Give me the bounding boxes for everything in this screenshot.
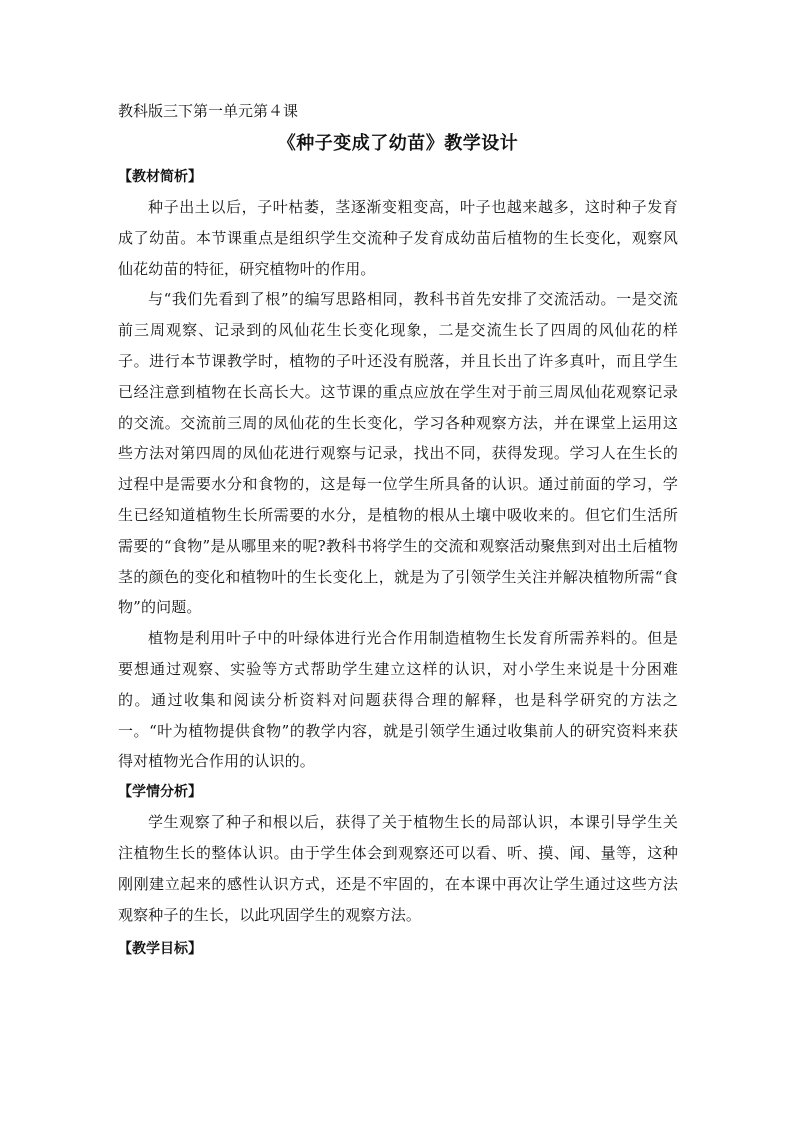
section-heading: 【教学目标】: [118, 941, 202, 958]
paragraph: 与“我们先看到了根”的编写思路相同，教科书首先安排了交流活动。一是交流前三周观察、记录到的风仙花生长变化现象，二是交流生长了四周的风仙花的样子。进行本节课教学时，植物的子叶还没有脱落，并且长出了许多真叶，而且学生已经注意到植物在长高长大。这节课的重点应放在学生对于前三周凤仙花观察记录的交流。交流前三周的凤仙花的生长变化，学习各种观察方法，并在课堂上运用这些方法对第四周的凤仙花进行观察与记录，找出不同，获得发现。学习人在生长的过程中是需要水分和食物的，这是每一位学生所具备的认识。通过前面的学习，学生已经知道植物生长所需要的水分，是植物的根从土壤中吸收来的。但它们生活所需要的“食物”是从哪里来的呢?教科书将学生的交流和观察活动聚焦到对出土后植物茎的颜色的变化和植物叶的生长变化上，就是为了引领学生关注并解决植物所需“食物”的问题。: [118, 290, 678, 617]
section-teaching-objectives: [118, 934, 678, 964]
paragraph: 种子出土以后，子叶枯萎，茎逐渐变粗变高，叶子也越来越多，这时种子发育成了幼苗。本节课重点是组织学生交流种子发育成幼苗后植物的生长变化，观察风仙花幼苗的特征，研究植物叶的作用。: [118, 198, 678, 278]
paragraph: 学生观察了种子和根以后，获得了关于植物生长的局部认识，本课引导学生关注植物生长的整体认识。由于学生体会到观察还可以看、听、摸、闻、量等，这种刚刚建立起来的感性认识方式，还是不牢固的，在本课中再次让学生通过这些方法观察种子的生长，以此巩固学生的观察方法。: [118, 813, 678, 924]
section-heading: 【教材简析】: [118, 169, 202, 185]
section-student-analysis: [118, 777, 678, 930]
section-textbook-analysis: [118, 162, 678, 777]
course-line: 教科版三下第一单元第４课: [118, 102, 299, 120]
section-heading: 【学情分析】: [118, 784, 202, 801]
document-body: [118, 98, 678, 964]
document-title: 《种子变成了幼苗》教学设计: [277, 133, 519, 154]
paragraph: 植物是利用叶子中的叶绿体进行光合作用制造植物生长发育所需养料的。但是要想通过观察、实验等方式帮助学生建立这样的认识，对小学生来说是十分困难的。通过收集和阅读分析资料对问题获得合理的解释，也是科学研究的方法之一。“叶为植物提供食物”的教学内容，就是引领学生通过收集前人的研究资料来获得对植物光合作用的认识的。: [118, 629, 678, 771]
